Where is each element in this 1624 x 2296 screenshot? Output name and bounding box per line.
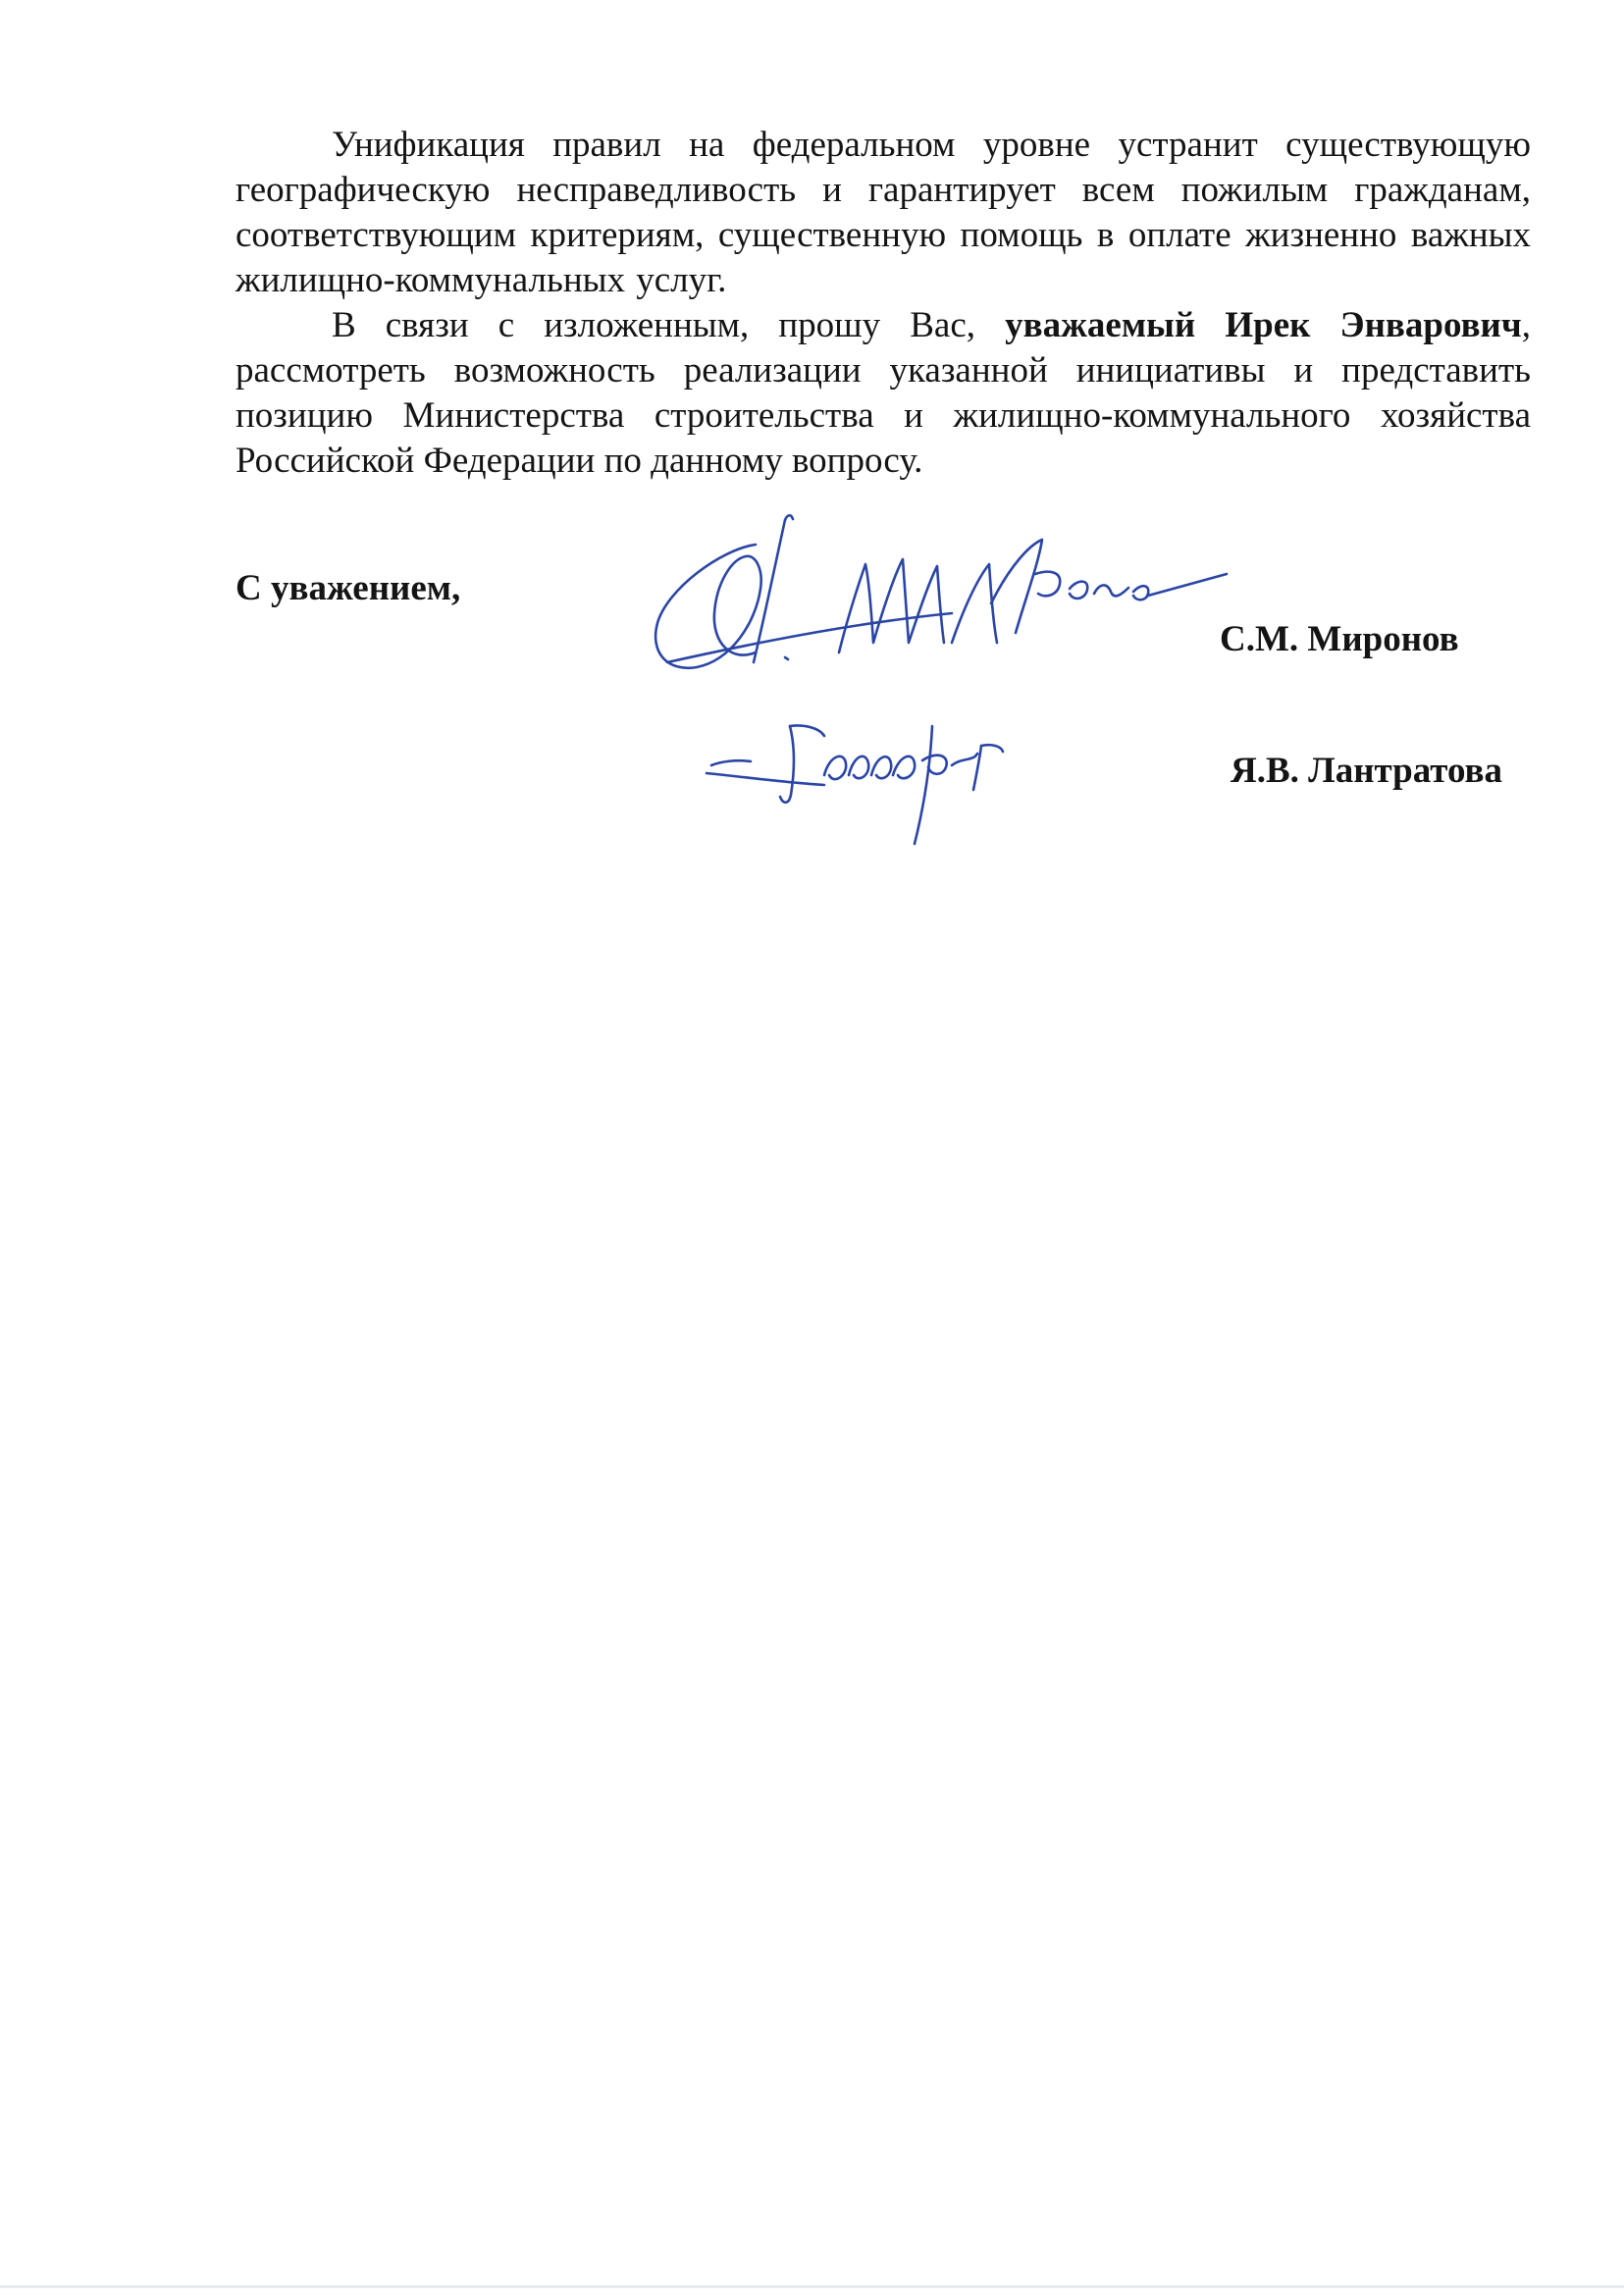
paragraph-request-rest: , рассмотреть возможность реализации указанной инициативы и представить позицию Министерства строительства и жилищно-коммунального хозяйства Российской Федерации по данному вопросу. (236, 305, 1531, 481)
paragraph-unification (236, 123, 1531, 303)
letter-body (236, 123, 1531, 484)
signatory-name-lantratova: Я.В. Лантратова (1231, 751, 1503, 791)
scan-edge-line (0, 2285, 1624, 2288)
paragraph-request (236, 303, 1531, 484)
signature-lantratova-image (697, 706, 1070, 854)
addressee-name: уважаемый Ирек Энварович (1005, 305, 1522, 345)
paragraph-unification-text: Унификация правил на федеральном уровне устранит существующую географическую несправедливость и гарантирует всем пожилым гражданам, соответствующим критериям, существенную помощь в оплате жизненно важных жилищно-коммунальных услуг. (236, 125, 1531, 300)
paragraph-request-lead: В связи с изложенным, прошу Вас, (332, 305, 1006, 345)
signature-mironov-image (638, 505, 1246, 702)
closing-salutation: С уважением, (236, 568, 461, 608)
signatory-name-mironov: С.М. Миронов (1220, 619, 1459, 659)
